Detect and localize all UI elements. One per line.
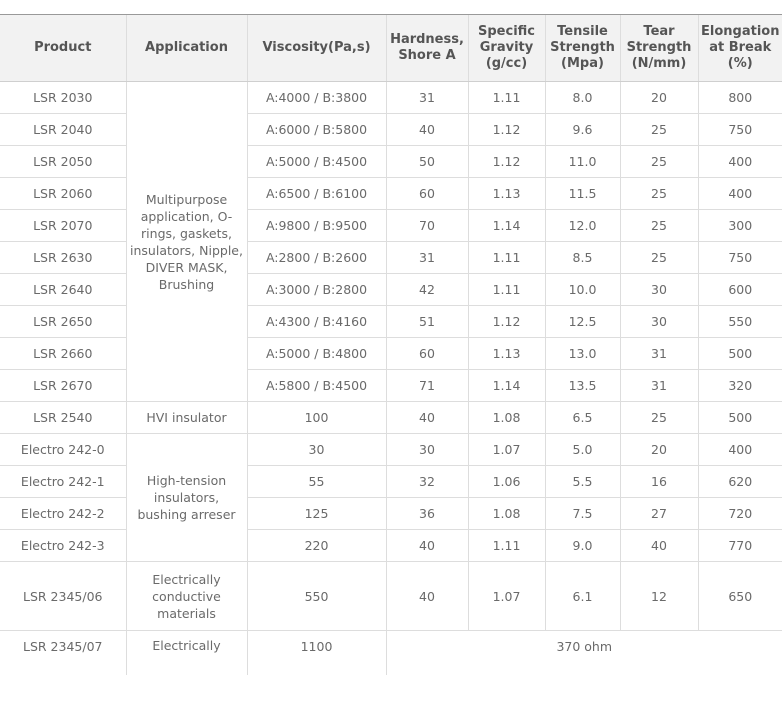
cell-product: LSR 2540 bbox=[0, 402, 126, 434]
cell-tear-strength: 20 bbox=[620, 434, 698, 466]
cell-elongation: 800 bbox=[698, 82, 782, 114]
cell-specific-gravity: 1.13 bbox=[468, 178, 545, 210]
cell-application: High-tension insulators, bushing arreser bbox=[126, 434, 247, 562]
cell-product: LSR 2070 bbox=[0, 210, 126, 242]
cell-viscosity: 1100 bbox=[247, 631, 386, 676]
cell-viscosity: A:4300 / B:4160 bbox=[247, 306, 386, 338]
cell-tensile-strength: 7.5 bbox=[545, 498, 620, 530]
cell-hardness: 31 bbox=[386, 242, 468, 274]
cell-hardness: 50 bbox=[386, 146, 468, 178]
table-row bbox=[0, 631, 782, 676]
cell-elongation: 300 bbox=[698, 210, 782, 242]
cell-product: LSR 2050 bbox=[0, 146, 126, 178]
cell-tear-strength: 20 bbox=[620, 82, 698, 114]
cell-viscosity: 30 bbox=[247, 434, 386, 466]
cell-viscosity: 100 bbox=[247, 402, 386, 434]
table-row bbox=[0, 466, 782, 498]
cell-specific-gravity: 1.11 bbox=[468, 274, 545, 306]
cell-elongation: 400 bbox=[698, 178, 782, 210]
cell-elongation: 620 bbox=[698, 466, 782, 498]
cell-specific-gravity: 1.14 bbox=[468, 370, 545, 402]
table-row bbox=[0, 242, 782, 274]
cell-hardness: 71 bbox=[386, 370, 468, 402]
cell-elongation: 400 bbox=[698, 146, 782, 178]
cell-hardness: 70 bbox=[386, 210, 468, 242]
cell-hardness: 30 bbox=[386, 434, 468, 466]
cell-hardness: 32 bbox=[386, 466, 468, 498]
cell-specific-gravity: 1.13 bbox=[468, 338, 545, 370]
cell-viscosity: A:2800 / B:2600 bbox=[247, 242, 386, 274]
cell-viscosity: 550 bbox=[247, 562, 386, 631]
cell-specific-gravity: 1.08 bbox=[468, 498, 545, 530]
cell-tensile-strength: 13.0 bbox=[545, 338, 620, 370]
cell-viscosity: A:9800 / B:9500 bbox=[247, 210, 386, 242]
table-row bbox=[0, 338, 782, 370]
header-tensile-strength: Tensile Strength (Mpa) bbox=[545, 15, 620, 82]
table-row bbox=[0, 306, 782, 338]
cell-specific-gravity: 1.12 bbox=[468, 146, 545, 178]
cell-elongation: 750 bbox=[698, 242, 782, 274]
cell-viscosity: A:5000 / B:4500 bbox=[247, 146, 386, 178]
cell-viscosity: A:5800 / B:4500 bbox=[247, 370, 386, 402]
header-hardness: Hardness, Shore A bbox=[386, 15, 468, 82]
cell-tear-strength: 30 bbox=[620, 306, 698, 338]
cell-hardness: 40 bbox=[386, 402, 468, 434]
cell-elongation: 750 bbox=[698, 114, 782, 146]
cell-tensile-strength: 9.0 bbox=[545, 530, 620, 562]
cell-specific-gravity: 1.12 bbox=[468, 114, 545, 146]
header-specific-gravity: Specific Gravity (g/cc) bbox=[468, 15, 545, 82]
cell-product: LSR 2630 bbox=[0, 242, 126, 274]
cell-tensile-strength: 6.5 bbox=[545, 402, 620, 434]
cell-tensile-strength: 5.5 bbox=[545, 466, 620, 498]
cell-viscosity: 220 bbox=[247, 530, 386, 562]
cell-elongation: 600 bbox=[698, 274, 782, 306]
table-row bbox=[0, 82, 782, 114]
cell-application: Multipurpose application, O-rings, gaskets, insulators, Nipple, DIVER MASK, Brushing bbox=[126, 82, 247, 402]
cell-viscosity: A:6000 / B:5800 bbox=[247, 114, 386, 146]
cell-tear-strength: 25 bbox=[620, 402, 698, 434]
table-row bbox=[0, 498, 782, 530]
cell-tensile-strength: 11.0 bbox=[545, 146, 620, 178]
cell-elongation: 320 bbox=[698, 370, 782, 402]
cell-tear-strength: 25 bbox=[620, 242, 698, 274]
cell-specific-gravity: 1.11 bbox=[468, 530, 545, 562]
cell-tensile-strength: 12.0 bbox=[545, 210, 620, 242]
table-row bbox=[0, 210, 782, 242]
cell-viscosity: 55 bbox=[247, 466, 386, 498]
table-body bbox=[0, 82, 782, 676]
cell-tear-strength: 25 bbox=[620, 178, 698, 210]
cell-tensile-strength: 8.5 bbox=[545, 242, 620, 274]
cell-tear-strength: 31 bbox=[620, 370, 698, 402]
cell-elongation: 650 bbox=[698, 562, 782, 631]
table-row bbox=[0, 274, 782, 306]
table-row bbox=[0, 370, 782, 402]
cell-elongation: 500 bbox=[698, 402, 782, 434]
cell-tensile-strength: 10.0 bbox=[545, 274, 620, 306]
cell-specific-gravity: 1.12 bbox=[468, 306, 545, 338]
cell-tensile-strength: 8.0 bbox=[545, 82, 620, 114]
cell-product: LSR 2060 bbox=[0, 178, 126, 210]
cell-specific-gravity: 1.14 bbox=[468, 210, 545, 242]
cell-tensile-strength: 5.0 bbox=[545, 434, 620, 466]
cell-elongation: 500 bbox=[698, 338, 782, 370]
cell-hardness: 36 bbox=[386, 498, 468, 530]
cell-tear-strength: 27 bbox=[620, 498, 698, 530]
table-row bbox=[0, 402, 782, 434]
cell-product: Electro 242-3 bbox=[0, 530, 126, 562]
cell-elongation: 550 bbox=[698, 306, 782, 338]
cell-tear-strength: 30 bbox=[620, 274, 698, 306]
cell-tensile-strength: 9.6 bbox=[545, 114, 620, 146]
cell-tear-strength: 25 bbox=[620, 210, 698, 242]
table-row bbox=[0, 530, 782, 562]
cell-product: Electro 242-2 bbox=[0, 498, 126, 530]
table-row bbox=[0, 114, 782, 146]
cell-specific-gravity: 1.08 bbox=[468, 402, 545, 434]
cell-tear-strength: 12 bbox=[620, 562, 698, 631]
cell-tear-strength: 16 bbox=[620, 466, 698, 498]
cell-product: LSR 2640 bbox=[0, 274, 126, 306]
table-row bbox=[0, 434, 782, 466]
cell-specific-gravity: 1.06 bbox=[468, 466, 545, 498]
cell-product: LSR 2040 bbox=[0, 114, 126, 146]
cell-elongation: 400 bbox=[698, 434, 782, 466]
cell-tensile-strength: 6.1 bbox=[545, 562, 620, 631]
cell-tensile-strength: 12.5 bbox=[545, 306, 620, 338]
cell-product: LSR 2660 bbox=[0, 338, 126, 370]
cell-viscosity: A:4000 / B:3800 bbox=[247, 82, 386, 114]
cell-product: Electro 242-0 bbox=[0, 434, 126, 466]
cell-product: Electro 242-1 bbox=[0, 466, 126, 498]
cell-hardness: 40 bbox=[386, 562, 468, 631]
cell-hardness: 51 bbox=[386, 306, 468, 338]
cell-product: LSR 2030 bbox=[0, 82, 126, 114]
cell-tear-strength: 25 bbox=[620, 114, 698, 146]
cell-hardness: 31 bbox=[386, 82, 468, 114]
cell-tensile-strength: 11.5 bbox=[545, 178, 620, 210]
cell-hardness: 40 bbox=[386, 530, 468, 562]
table-row bbox=[0, 562, 782, 631]
header-elongation: Elongation at Break (%) bbox=[698, 15, 782, 82]
cell-viscosity: A:3000 / B:2800 bbox=[247, 274, 386, 306]
cell-viscosity: 125 bbox=[247, 498, 386, 530]
cell-hardness: 42 bbox=[386, 274, 468, 306]
cell-specific-gravity: 1.11 bbox=[468, 82, 545, 114]
cell-tensile-strength: 13.5 bbox=[545, 370, 620, 402]
cell-hardness: 40 bbox=[386, 114, 468, 146]
cell-application: Electrically bbox=[126, 631, 247, 676]
header-viscosity: Viscosity(Pa,s) bbox=[247, 15, 386, 82]
cell-specific-gravity: 1.07 bbox=[468, 434, 545, 466]
cell-tear-strength: 40 bbox=[620, 530, 698, 562]
cell-elongation: 770 bbox=[698, 530, 782, 562]
cell-tear-strength: 31 bbox=[620, 338, 698, 370]
header-product: Product bbox=[0, 15, 126, 82]
cell-application: Electrically conductive materials bbox=[126, 562, 247, 631]
header-row bbox=[0, 15, 782, 82]
cell-product: LSR 2345/06 bbox=[0, 562, 126, 631]
header-application: Application bbox=[126, 15, 247, 82]
table-row bbox=[0, 178, 782, 210]
cell-viscosity: A:5000 / B:4800 bbox=[247, 338, 386, 370]
table-row bbox=[0, 146, 782, 178]
cell-product: LSR 2345/07 bbox=[0, 631, 126, 676]
cell-elongation: 720 bbox=[698, 498, 782, 530]
header-tear-strength: Tear Strength (N/mm) bbox=[620, 15, 698, 82]
cell-specific-gravity: 1.11 bbox=[468, 242, 545, 274]
cell-tear-strength: 25 bbox=[620, 146, 698, 178]
cell-hardness: 60 bbox=[386, 178, 468, 210]
cell-viscosity: A:6500 / B:6100 bbox=[247, 178, 386, 210]
lsr-spec-table bbox=[0, 14, 782, 675]
cell-application: HVI insulator bbox=[126, 402, 247, 434]
cell-hardness: 60 bbox=[386, 338, 468, 370]
cell-product: LSR 2650 bbox=[0, 306, 126, 338]
cell-product: LSR 2670 bbox=[0, 370, 126, 402]
cell-specific-gravity: 1.07 bbox=[468, 562, 545, 631]
cell-merged-value: 370 ohm bbox=[386, 631, 782, 676]
